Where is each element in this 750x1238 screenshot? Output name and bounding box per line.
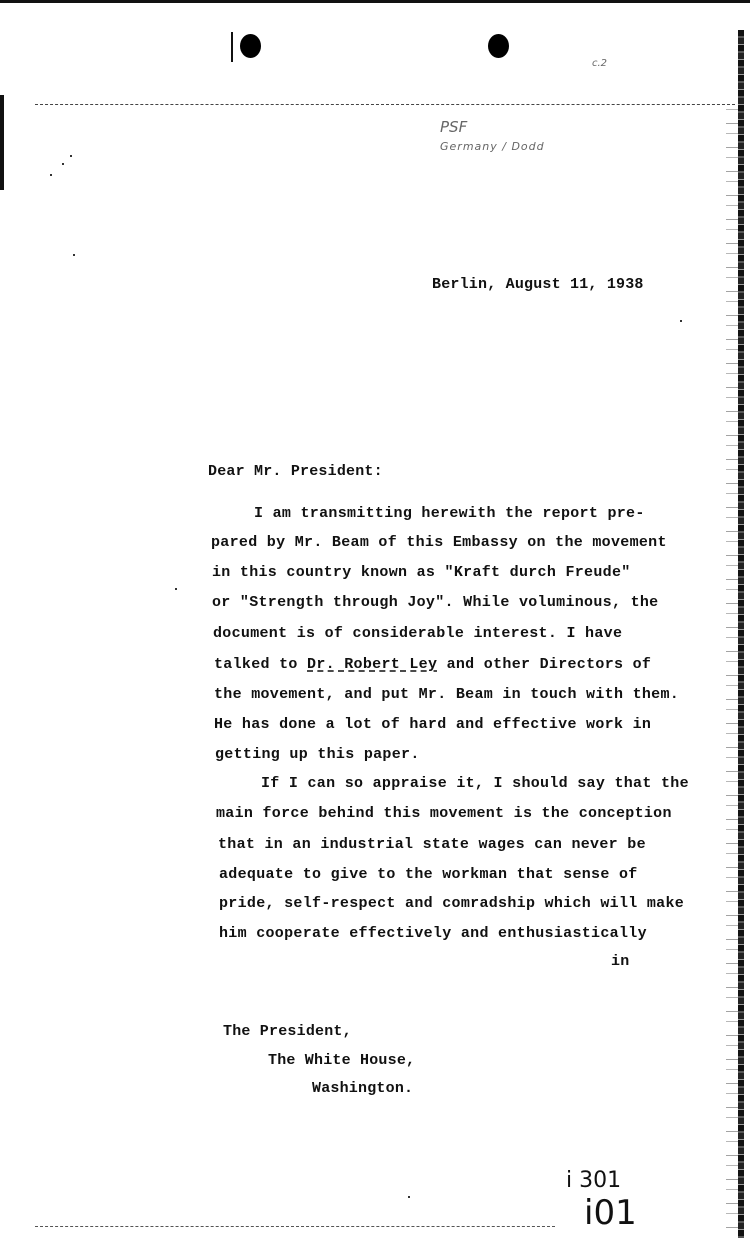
- body-line: that in an industrial state wages can never be: [218, 836, 646, 853]
- body-line: pared by Mr. Beam of this Embassy on the movement: [211, 534, 667, 551]
- scan-right-edge: [738, 30, 744, 1238]
- body-line: pride, self-respect and comradship which will make: [219, 895, 685, 912]
- body-line: If I can so appraise it, I should say that the: [261, 775, 689, 792]
- file-number-lower: i01: [584, 1193, 637, 1233]
- address-line2: The White House,: [268, 1052, 416, 1069]
- fold-line: [35, 104, 735, 105]
- salutation: Dear Mr. President:: [208, 463, 383, 480]
- body-line: main force behind this movement is the conception: [216, 805, 672, 822]
- scan-top-edge: [0, 0, 750, 3]
- scan-noise: [726, 100, 738, 1230]
- scan-left-edge: [0, 95, 4, 190]
- body-line: I am transmitting herewith the report pre-: [254, 505, 645, 522]
- file-number-upper: i 301: [566, 1168, 622, 1193]
- body-line: [214, 656, 651, 673]
- line-start: talked to: [214, 656, 298, 673]
- underlined-name: Dr. Robert Ley: [307, 656, 438, 673]
- line-end: and other Directors of: [446, 656, 652, 673]
- body-line: the movement, and put Mr. Beam in touch with them.: [214, 686, 680, 703]
- dateline: Berlin, August 11, 1938: [432, 276, 644, 293]
- body-line: getting up this paper.: [215, 746, 420, 763]
- punch-hole-left: [240, 34, 261, 58]
- handwritten-note-line1: PSF: [440, 118, 468, 136]
- handwritten-note-line2: Germany / Dodd: [440, 140, 545, 153]
- bottom-fold-line: [35, 1226, 555, 1227]
- address-line3: Washington.: [312, 1080, 414, 1097]
- body-line: adequate to give to the workman that sense of: [219, 866, 638, 883]
- body-line: or "Strength through Joy". While voluminous, the: [212, 594, 659, 611]
- body-line: in this country known as "Kraft durch Freude": [212, 564, 631, 581]
- address-line1: The President,: [223, 1023, 352, 1040]
- body-line: document is of considerable interest. I have: [213, 625, 623, 642]
- stray-mark: c.2: [592, 58, 608, 69]
- body-line: him cooperate effectively and enthusiastically: [219, 925, 647, 942]
- catchword: in: [611, 953, 630, 970]
- body-line: He has done a lot of hard and effective work in: [214, 716, 652, 733]
- punch-mark: [231, 32, 233, 62]
- punch-hole-right: [488, 34, 509, 58]
